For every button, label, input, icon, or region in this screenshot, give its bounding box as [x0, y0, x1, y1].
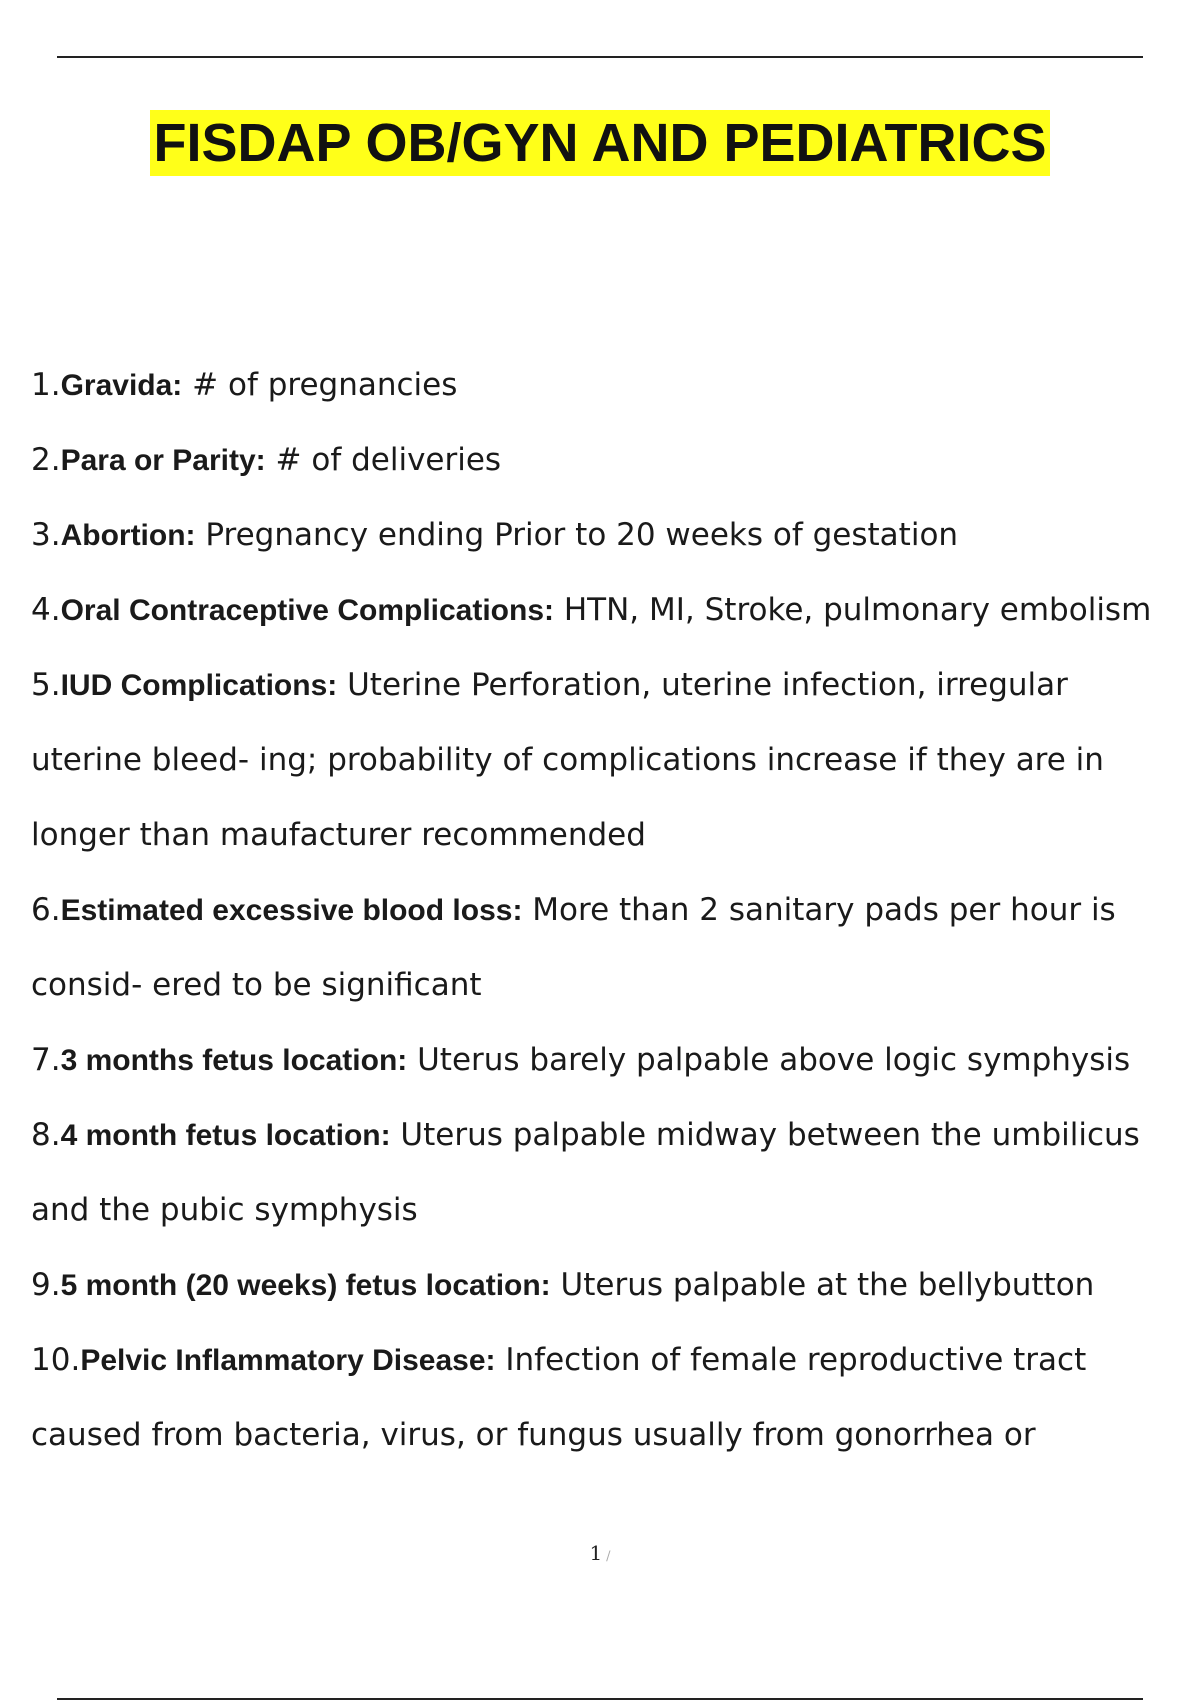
item-number: 3. — [31, 517, 61, 553]
list-item-continuation — [31, 734, 1191, 809]
item-number: 9. — [31, 1267, 61, 1303]
list-item-continuation — [31, 1184, 1191, 1259]
item-term: IUD Complications: — [60, 669, 338, 702]
document-title: FISDAP OB/GYN AND PEDIATRICS — [150, 110, 1049, 176]
list-item — [31, 584, 1191, 659]
item-number: 8. — [31, 1117, 61, 1153]
list-item-continuation — [31, 1409, 1191, 1484]
list-item — [31, 434, 1191, 509]
item-description: caused from bacteria, virus, or fungus usually from gonorrhea or — [31, 1417, 1036, 1453]
item-term: Estimated excessive blood loss: — [60, 894, 523, 927]
list-item — [31, 1109, 1191, 1184]
page-number-separator: / — [606, 1549, 611, 1564]
top-rule — [57, 56, 1143, 58]
list-item — [31, 659, 1191, 734]
item-description: HTN, MI, Stroke, pulmonary embolism — [554, 592, 1152, 628]
list-item — [31, 509, 1191, 584]
list-item-continuation — [31, 809, 1191, 884]
list-item — [31, 1334, 1191, 1409]
item-number: 5. — [31, 667, 61, 703]
item-description: Uterus palpable midway between the umbilicus — [390, 1117, 1140, 1153]
item-term: 5 month (20 weeks) fetus location: — [60, 1269, 551, 1302]
item-description: Uterus barely palpable above logic symphysis — [407, 1042, 1131, 1078]
item-number: 10. — [31, 1342, 81, 1378]
item-description: More than 2 sanitary pads per hour is — [522, 892, 1116, 928]
definition-list — [31, 359, 1191, 1484]
page-number-value: 1 — [589, 1541, 603, 1565]
title-container — [0, 110, 1200, 176]
item-description: # of pregnancies — [182, 367, 458, 403]
item-description: Uterine Perforation, uterine infection, irregular — [337, 667, 1068, 703]
item-term: Abortion: — [60, 519, 196, 552]
item-term: Pelvic Inflammatory Disease: — [80, 1344, 496, 1377]
item-description: and the pubic symphysis — [31, 1192, 418, 1228]
item-term: Para or Parity: — [60, 444, 266, 477]
item-description: # of deliveries — [265, 442, 502, 478]
item-description: Pregnancy ending Prior to 20 weeks of gestation — [195, 517, 959, 553]
item-number: 4. — [31, 592, 61, 628]
item-description: uterine bleed- ing; probability of complications increase if they are in — [31, 742, 1104, 778]
item-description: consid- ered to be significant — [31, 967, 482, 1003]
item-number: 7. — [31, 1042, 61, 1078]
item-term: 3 months fetus location: — [60, 1044, 408, 1077]
page-number — [0, 1541, 1200, 1565]
item-term: Gravida: — [60, 369, 183, 402]
item-number: 1. — [31, 367, 61, 403]
item-term: 4 month fetus location: — [60, 1119, 391, 1152]
list-item-continuation — [31, 959, 1191, 1034]
item-number: 2. — [31, 442, 61, 478]
item-description: longer than maufacturer recommended — [31, 817, 646, 853]
list-item — [31, 1259, 1191, 1334]
item-term: Oral Contraceptive Complications: — [60, 594, 555, 627]
item-description: Infection of female reproductive tract — [495, 1342, 1087, 1378]
list-item — [31, 1034, 1191, 1109]
list-item — [31, 884, 1191, 959]
item-number: 6. — [31, 892, 61, 928]
item-description: Uterus palpable at the bellybutton — [550, 1267, 1095, 1303]
list-item — [31, 359, 1191, 434]
